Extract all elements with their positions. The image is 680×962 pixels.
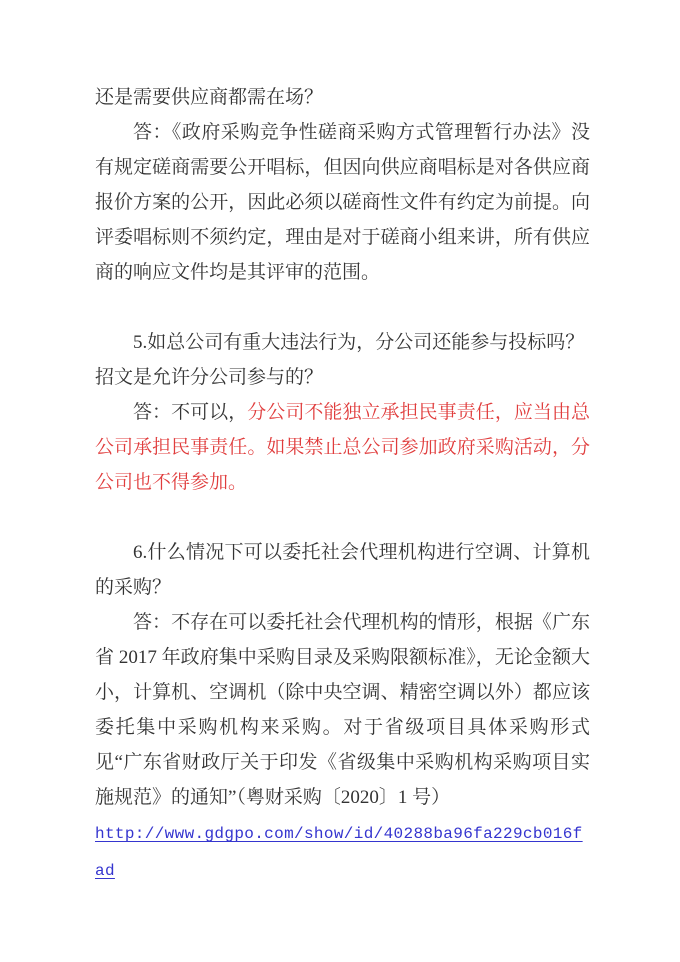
paragraph-answer-5	[95, 395, 590, 500]
paragraph-continuation: 还是需要供应商都需在场？	[95, 87, 324, 108]
answer-5-normal-text: 答：不可以，	[133, 402, 248, 423]
paragraph-answer-4: 答：《政府采购竞争性磋商采购方式管理暂行办法》没有规定磋商需要公开唱标，但因向供应商唱标是对各供应商报价方案的公开，因此必须以磋商性文件有约定为前提。向评委唱标则不须约定，理由是对于磋商小组来讲，所有供应商的响应文件均是其评审的范围。	[95, 122, 590, 283]
answer-5-red-text: 分公司不能独立承担民事责任，应当由总公司承担民事责任。如果禁止总公司参加政府采购活动，分公司也不得参加。	[95, 402, 590, 493]
blank-line	[95, 290, 590, 325]
question-5-first-line: 5.如总公司有重大违法行为，分公司还能参与投标吗？	[133, 332, 585, 353]
paragraph-question-6: 6.什么情况下可以委托社会代理机构进行空调、计算机的采购？	[95, 542, 590, 598]
question-5-second-line: 招文是允许分公司参与的？	[95, 367, 324, 388]
gdgpo-hyperlink[interactable]: http://www.gdgpo.com/show/id/40288ba96fa229cb016fad	[95, 825, 583, 880]
paragraph-question-5	[95, 325, 590, 395]
paragraph-answer-6: 答：不存在可以委托社会代理机构的情形，根据《广东省 2017 年政府集中采购目录及采购限额标准》，无论金额大小，计算机、空调机（除中央空调、精密空调以外）都应该委托集中采购机构来采购。对于省级项目具体采购形式见“广东省财政厅关于印发《省级集中采购机构采购项目实施规范》的通知”（粤财采购〔2020〕1 号）	[95, 612, 590, 808]
blank-line	[95, 500, 590, 535]
paragraph-link	[95, 815, 590, 889]
